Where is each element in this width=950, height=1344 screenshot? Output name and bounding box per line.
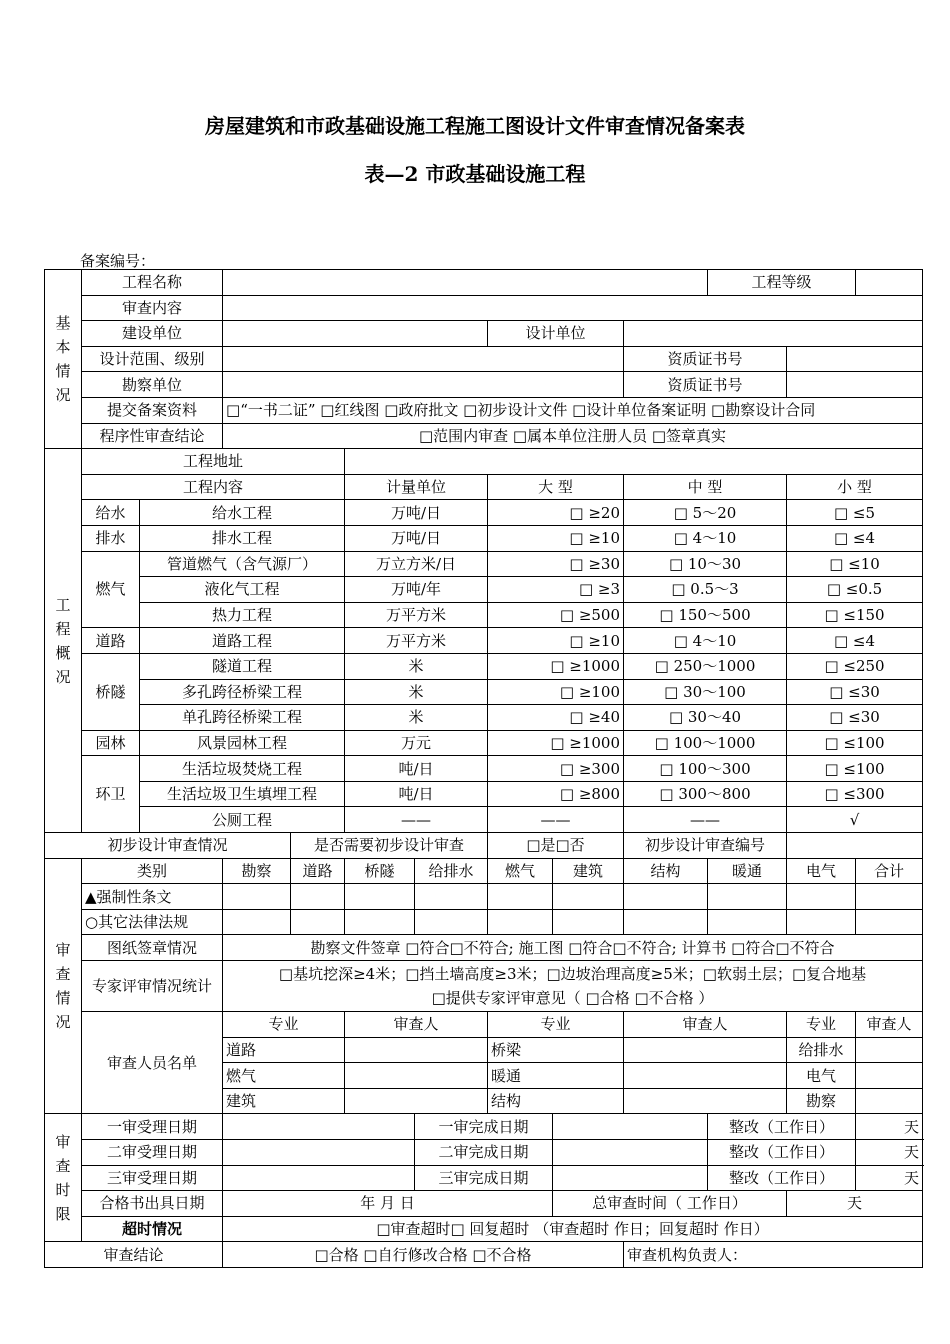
large-option[interactable]: □ ≥10: [488, 628, 624, 654]
cell[interactable]: [856, 884, 923, 910]
staff-major: 桥梁: [488, 1037, 624, 1063]
table-row: [45, 577, 923, 603]
label-receive-date: 三审受理日期: [82, 1165, 223, 1191]
small-option[interactable]: □ ≤250: [787, 653, 923, 679]
field-receive-date[interactable]: [223, 1140, 415, 1166]
cell[interactable]: [856, 909, 923, 935]
unit-cell: 万平方米: [345, 628, 488, 654]
label-submit-docs: 提交备案资料: [82, 397, 223, 423]
prelim-yes-no[interactable]: □是□否: [488, 833, 624, 859]
item-cell: 公厕工程: [140, 807, 345, 833]
unit-cell: 吨/日: [345, 756, 488, 782]
col-category: 类别: [82, 858, 223, 884]
label-receive-date: 二审受理日期: [82, 1140, 223, 1166]
staff-major: 结构: [488, 1088, 624, 1114]
item-cell: 管道燃气（含气源厂）: [140, 551, 345, 577]
unit-cell: 万平方米: [345, 602, 488, 628]
cell[interactable]: [624, 884, 708, 910]
col-header-content: 工程内容: [82, 474, 345, 500]
cell[interactable]: [553, 884, 624, 910]
row-address: [45, 449, 923, 475]
staff-reviewer[interactable]: [345, 1037, 488, 1063]
staff-major: 道路: [223, 1037, 345, 1063]
overtime-checkboxes[interactable]: □审查超时□ 回复超时 （审查超时 作日；回复超时 作日）: [223, 1216, 923, 1242]
col-building: 建筑: [553, 858, 624, 884]
staff-col-major: 专业: [488, 1012, 624, 1038]
label-sign: 图纸签章情况: [82, 935, 223, 961]
item-cell: 单孔跨径桥梁工程: [140, 705, 345, 731]
category-cell: 环卫: [82, 756, 140, 833]
item-cell: 排水工程: [140, 525, 345, 551]
medium-option[interactable]: □ 250～1000: [624, 653, 787, 679]
col-header-large: 大 型: [488, 474, 624, 500]
cell[interactable]: [624, 909, 708, 935]
large-option[interactable]: □ ≥40: [488, 705, 624, 731]
sign-checkboxes[interactable]: 勘察文件签章 □符合□不符合; 施工图 □符合□不符合; 计算书 □符合□不符合: [223, 935, 923, 961]
medium-option[interactable]: □ 4～10: [624, 525, 787, 551]
section-review: 审 查 情 况: [45, 858, 82, 1114]
unit-cell: 万吨/日: [345, 500, 488, 526]
item-cell: 给水工程: [140, 500, 345, 526]
cell[interactable]: [415, 909, 488, 935]
small-option[interactable]: □ ≤5: [787, 500, 923, 526]
staff-major: 电气: [787, 1063, 856, 1089]
small-option[interactable]: □ ≤4: [787, 628, 923, 654]
large-option[interactable]: □ ≥100: [488, 679, 624, 705]
cell[interactable]: [415, 884, 488, 910]
staff-col-major: 专业: [223, 1012, 345, 1038]
category-cell: 排水: [82, 525, 140, 551]
small-option[interactable]: □ ≤30: [787, 679, 923, 705]
unit-cell: 吨/日: [345, 781, 488, 807]
row-survey-unit: [45, 372, 923, 398]
label-review-content: 审查内容: [82, 295, 223, 321]
label-overtime: 超时情况: [82, 1216, 223, 1242]
row-conclusion: [45, 1242, 923, 1268]
label-builder: 建设单位: [82, 321, 223, 347]
label-rectify-days: 整改（工作日）: [708, 1165, 856, 1191]
row-overview-header: [45, 474, 923, 500]
large-option[interactable]: □ ≥1000: [488, 730, 624, 756]
item-cell: 生活垃圾卫生填埋工程: [140, 781, 345, 807]
cell[interactable]: [787, 884, 856, 910]
label-other-laws: ○其它法律法规: [82, 909, 223, 935]
label-complete-date: 二审完成日期: [415, 1140, 553, 1166]
label-receive-date: 一审受理日期: [82, 1114, 223, 1140]
staff-col-reviewer: 审查人: [856, 1012, 923, 1038]
category-cell: 桥隧: [82, 653, 140, 730]
cell[interactable]: [345, 884, 415, 910]
small-option[interactable]: □ ≤300: [787, 781, 923, 807]
field-design-scope[interactable]: [223, 346, 624, 372]
expert-line-1[interactable]: □基坑挖深≥4米；□挡土墙高度≥3米；□边坡治理高度≥5米；□软弱土层；□复合地基: [278, 965, 867, 984]
medium-option: ——: [624, 807, 787, 833]
label-rectify-days: 整改（工作日）: [708, 1140, 856, 1166]
field-complete-date[interactable]: [553, 1114, 708, 1140]
table-row: [45, 628, 923, 654]
row-procedure: [45, 423, 923, 449]
medium-option[interactable]: □ 30～100: [624, 679, 787, 705]
item-cell: 隧道工程: [140, 653, 345, 679]
field-cert-no2[interactable]: [787, 372, 923, 398]
item-cell: 热力工程: [140, 602, 345, 628]
field-cert-no[interactable]: [787, 346, 923, 372]
medium-option[interactable]: □ 150～500: [624, 602, 787, 628]
label-rectify-days: 整改（工作日）: [708, 1114, 856, 1140]
unit-cell: ——: [345, 807, 488, 833]
label-prelim: 初步设计审查情况: [45, 833, 291, 859]
small-option[interactable]: □ ≤100: [787, 730, 923, 756]
small-option[interactable]: □ ≤4: [787, 525, 923, 551]
cell[interactable]: [488, 909, 553, 935]
field-total-time[interactable]: 天: [787, 1191, 923, 1217]
col-hvac: 暖通: [708, 858, 787, 884]
staff-reviewer[interactable]: [345, 1063, 488, 1089]
cell[interactable]: [291, 884, 345, 910]
item-cell: 多孔跨径桥梁工程: [140, 679, 345, 705]
category-cell: 园林: [82, 730, 140, 756]
cell[interactable]: [488, 884, 553, 910]
row-staff-header: [45, 1012, 923, 1038]
unit-cell: 万吨/年: [345, 577, 488, 603]
staff-reviewer[interactable]: [624, 1037, 787, 1063]
field-builder[interactable]: [223, 321, 488, 347]
col-water: 给排水: [415, 858, 488, 884]
cell[interactable]: [708, 884, 787, 910]
label-cert-no2: 资质证书号: [624, 372, 787, 398]
staff-reviewer[interactable]: [856, 1037, 923, 1063]
field-cert-date[interactable]: 年 月 日: [223, 1191, 553, 1217]
staff-col-reviewer: 审查人: [624, 1012, 787, 1038]
unit-cell: 米: [345, 653, 488, 679]
label-prelim-need: 是否需要初步设计审查: [291, 833, 488, 859]
staff-col-reviewer: 审查人: [345, 1012, 488, 1038]
field-rectify-days[interactable]: 天: [856, 1165, 923, 1191]
medium-option[interactable]: □ 100～300: [624, 756, 787, 782]
small-option: √: [787, 807, 923, 833]
field-complete-date[interactable]: [553, 1165, 708, 1191]
staff-major: 燃气: [223, 1063, 345, 1089]
procedure-checkboxes[interactable]: □范围内审查 □属本单位注册人员 □签章真实: [223, 423, 923, 449]
label-agency-head: 审查机构负责人：: [624, 1242, 923, 1268]
category-cell: 道路: [82, 628, 140, 654]
expert-line-2[interactable]: □提供专家评审意见（ □合格 □不合格 ）: [431, 989, 714, 1008]
label-staff: 审查人员名单: [82, 1012, 223, 1114]
row-design-scope: [45, 346, 923, 372]
field-receive-date[interactable]: [223, 1165, 415, 1191]
col-header-unit: 计量单位: [345, 474, 488, 500]
field-survey-unit[interactable]: [223, 372, 624, 398]
medium-option[interactable]: □ 10～30: [624, 551, 787, 577]
field-review-content[interactable]: [223, 295, 923, 321]
field-rectify-days[interactable]: 天: [856, 1114, 923, 1140]
col-total: 合计: [856, 858, 923, 884]
large-option[interactable]: □ ≥300: [488, 756, 624, 782]
label-designer: 设计单位: [488, 321, 624, 347]
large-option[interactable]: □ ≥1000: [488, 653, 624, 679]
field-prelim-no[interactable]: [787, 833, 923, 859]
staff-reviewer[interactable]: [624, 1088, 787, 1114]
medium-option[interactable]: □ 100～1000: [624, 730, 787, 756]
large-option[interactable]: □ ≥20: [488, 500, 624, 526]
label-design-scope: 设计范围、级别: [82, 346, 223, 372]
staff-major: 建筑: [223, 1088, 345, 1114]
field-receive-date[interactable]: [223, 1114, 415, 1140]
cell[interactable]: [223, 884, 291, 910]
row-prelim: [45, 833, 923, 859]
staff-major: 暖通: [488, 1063, 624, 1089]
field-address[interactable]: [345, 449, 923, 475]
item-cell: 风景园林工程: [140, 730, 345, 756]
col-structure: 结构: [624, 858, 708, 884]
staff-reviewer[interactable]: [856, 1063, 923, 1089]
large-option[interactable]: □ ≥800: [488, 781, 624, 807]
label-prelim-no: 初步设计审查编号: [624, 833, 787, 859]
table-row: [45, 730, 923, 756]
staff-reviewer[interactable]: [345, 1088, 488, 1114]
expert-checkboxes[interactable]: [223, 961, 923, 1012]
section-time: 审 查 时 限: [45, 1114, 82, 1242]
medium-option[interactable]: □ 300～800: [624, 781, 787, 807]
cell[interactable]: [223, 909, 291, 935]
small-option[interactable]: □ ≤150: [787, 602, 923, 628]
row-review-header: [45, 858, 923, 884]
row-sign: [45, 935, 923, 961]
item-cell: 液化气工程: [140, 577, 345, 603]
col-bridge: 桥隧: [345, 858, 415, 884]
table-row: [45, 525, 923, 551]
label-address: 工程地址: [82, 449, 345, 475]
cell[interactable]: [787, 909, 856, 935]
category-cell: 燃气: [82, 551, 140, 628]
large-option[interactable]: □ ≥500: [488, 602, 624, 628]
medium-option[interactable]: □ 5～20: [624, 500, 787, 526]
record-number-label: 备案编号：: [80, 252, 156, 270]
staff-major: 给排水: [787, 1037, 856, 1063]
label-project-name: 工程名称: [82, 270, 223, 296]
submit-doc-checkboxes[interactable]: □“一书二证” □红线图 □政府批文 □初步设计文件 □设计单位备案证明 □勘察设计合同: [223, 397, 923, 423]
col-electric: 电气: [787, 858, 856, 884]
table-row: [45, 653, 923, 679]
medium-option[interactable]: □ 4～10: [624, 628, 787, 654]
unit-cell: 米: [345, 705, 488, 731]
row-builder: [45, 321, 923, 347]
label-total-time: 总审查时间（ 工作日）: [553, 1191, 787, 1217]
staff-major: 勘察: [787, 1088, 856, 1114]
label-cert-date: 合格书出具日期: [82, 1191, 223, 1217]
section-overview: 工 程 概 况: [45, 449, 82, 833]
time-row: [45, 1140, 923, 1166]
large-option[interactable]: □ ≥30: [488, 551, 624, 577]
label-complete-date: 一审完成日期: [415, 1114, 553, 1140]
label-expert: 专家评审情况统计: [82, 961, 223, 1012]
unit-cell: 米: [345, 679, 488, 705]
staff-reviewer[interactable]: [856, 1088, 923, 1114]
filing-form-table: [44, 269, 923, 1268]
label-complete-date: 三审完成日期: [415, 1165, 553, 1191]
table-row: [45, 807, 923, 833]
large-option[interactable]: □ ≥10: [488, 525, 624, 551]
row-submit-docs: [45, 397, 923, 423]
field-project-name[interactable]: [223, 270, 708, 296]
cell[interactable]: [345, 909, 415, 935]
col-road: 道路: [291, 858, 345, 884]
table-row: [45, 602, 923, 628]
conclusion-checkboxes[interactable]: □合格 □自行修改合格 □不合格: [223, 1242, 624, 1268]
small-option[interactable]: □ ≤10: [787, 551, 923, 577]
col-gas: 燃气: [488, 858, 553, 884]
label-survey-unit: 勘察单位: [82, 372, 223, 398]
table-row: [45, 781, 923, 807]
row-other-laws: [45, 909, 923, 935]
large-option: ——: [488, 807, 624, 833]
section-basic: 基 本 情 况: [45, 270, 82, 449]
field-complete-date[interactable]: [553, 1140, 708, 1166]
cell[interactable]: [708, 909, 787, 935]
item-cell: 生活垃圾焚烧工程: [140, 756, 345, 782]
label-mandatory: ▲强制性条文: [82, 884, 223, 910]
table-row: [45, 500, 923, 526]
cell[interactable]: [553, 909, 624, 935]
col-header-small: 小 型: [787, 474, 923, 500]
col-survey: 勘察: [223, 858, 291, 884]
field-project-grade[interactable]: [856, 270, 923, 296]
category-cell: 给水: [82, 500, 140, 526]
row-mandatory: [45, 884, 923, 910]
unit-cell: 万吨/日: [345, 525, 488, 551]
row-cert-date: [45, 1191, 923, 1217]
large-option[interactable]: □ ≥3: [488, 577, 624, 603]
row-project-name: [45, 270, 923, 296]
table-row: [45, 756, 923, 782]
cell[interactable]: [291, 909, 345, 935]
time-row: [45, 1165, 923, 1191]
staff-col-major: 专业: [787, 1012, 856, 1038]
medium-option[interactable]: □ 0.5～3: [624, 577, 787, 603]
table-row: [45, 551, 923, 577]
row-overtime: [45, 1216, 923, 1242]
medium-option[interactable]: □ 30～40: [624, 705, 787, 731]
row-review-content: [45, 295, 923, 321]
small-option[interactable]: □ ≤0.5: [787, 577, 923, 603]
item-cell: 道路工程: [140, 628, 345, 654]
field-designer[interactable]: [624, 321, 923, 347]
unit-cell: 万立方米/日: [345, 551, 488, 577]
staff-reviewer[interactable]: [624, 1063, 787, 1089]
row-expert: [45, 961, 923, 1012]
col-header-medium: 中 型: [624, 474, 787, 500]
page-title: 房屋建筑和市政基础设施工程施工图设计文件审查情况备案表: [205, 114, 745, 138]
label-project-grade: 工程等级: [708, 270, 856, 296]
table-row: [45, 679, 923, 705]
label-conclusion: 审查结论: [45, 1242, 223, 1268]
small-option[interactable]: □ ≤100: [787, 756, 923, 782]
field-rectify-days[interactable]: 天: [856, 1140, 923, 1166]
small-option[interactable]: □ ≤30: [787, 705, 923, 731]
page-subtitle: 表—2 市政基础设施工程: [364, 162, 586, 186]
label-procedure: 程序性审查结论: [82, 423, 223, 449]
label-cert-no: 资质证书号: [624, 346, 787, 372]
unit-cell: 万元: [345, 730, 488, 756]
table-row: [45, 705, 923, 731]
time-row: [45, 1114, 923, 1140]
